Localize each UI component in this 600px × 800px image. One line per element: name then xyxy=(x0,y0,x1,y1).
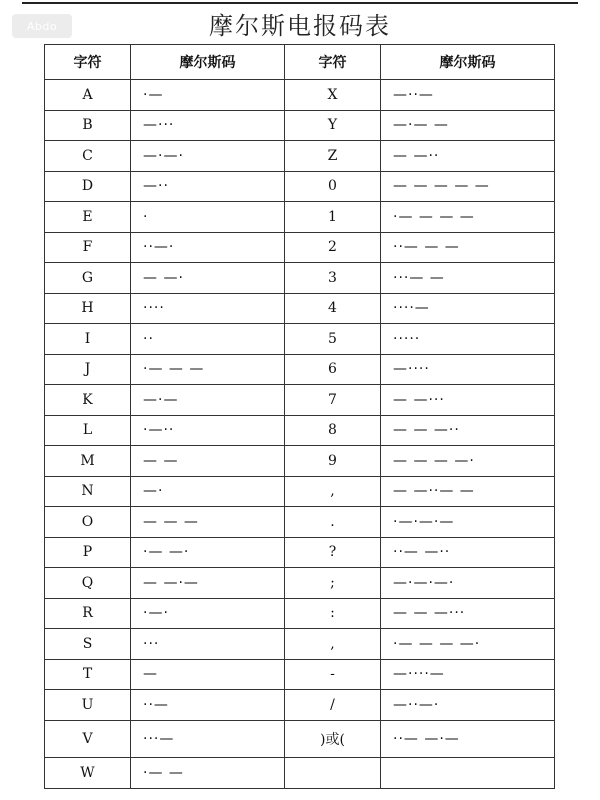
char-cell-left: U xyxy=(45,690,131,721)
table-row xyxy=(45,171,555,202)
morse-code-cell-left: ·—·· xyxy=(131,415,285,446)
table-row xyxy=(45,507,555,538)
table-row xyxy=(45,476,555,507)
table-row xyxy=(45,232,555,263)
char-cell-left: F xyxy=(45,232,131,263)
morse-code-cell-left: —· xyxy=(131,476,285,507)
morse-code-cell-left: —·—· xyxy=(131,141,285,172)
morse-code-cell-left: — —· xyxy=(131,263,285,294)
table-header-row xyxy=(45,45,555,80)
morse-code-cell-left: — —·— xyxy=(131,568,285,599)
char-cell-right: , xyxy=(285,476,381,507)
morse-code-cell-left: ·— xyxy=(131,80,285,111)
char-cell-left: E xyxy=(45,202,131,233)
morse-code-cell-right: ··— —·· xyxy=(381,537,555,568)
header-code-right: 摩尔斯码 xyxy=(381,45,555,80)
table-row xyxy=(45,324,555,355)
morse-code-cell-left: ·· xyxy=(131,324,285,355)
morse-code-cell-right: — — — —· xyxy=(381,446,555,477)
morse-code-cell-left: ··— xyxy=(131,690,285,721)
char-cell-left: L xyxy=(45,415,131,446)
morse-code-cell-right: — — —··· xyxy=(381,598,555,629)
morse-code-cell-right: — —··· xyxy=(381,385,555,416)
char-cell-left: M xyxy=(45,446,131,477)
char-cell-right: / xyxy=(285,690,381,721)
char-cell-right: - xyxy=(285,659,381,690)
morse-code-cell-right: ····— xyxy=(381,293,555,324)
char-cell-left: I xyxy=(45,324,131,355)
char-cell-right: . xyxy=(285,507,381,538)
char-cell-right: 3 xyxy=(285,263,381,294)
char-cell-left: J xyxy=(45,354,131,385)
morse-code-cell-right: ···— — xyxy=(381,263,555,294)
top-border-line xyxy=(22,2,578,4)
char-cell-right: ; xyxy=(285,568,381,599)
char-cell-right: 6 xyxy=(285,354,381,385)
table-row xyxy=(45,354,555,385)
table-row xyxy=(45,659,555,690)
char-cell-left: P xyxy=(45,537,131,568)
table-row xyxy=(45,568,555,599)
char-cell-right: 0 xyxy=(285,171,381,202)
table-row xyxy=(45,293,555,324)
char-cell-right xyxy=(285,758,381,789)
morse-code-cell-right: —···· xyxy=(381,354,555,385)
char-cell-left: T xyxy=(45,659,131,690)
char-cell-right: 1 xyxy=(285,202,381,233)
char-cell-left: V xyxy=(45,720,131,758)
char-cell-left: C xyxy=(45,141,131,172)
char-cell-left: N xyxy=(45,476,131,507)
morse-code-cell-left: —·— xyxy=(131,385,285,416)
morse-code-cell-left: —··· xyxy=(131,110,285,141)
morse-code-cell-right: ·— — — —· xyxy=(381,629,555,660)
table-row xyxy=(45,598,555,629)
morse-code-cell-left: ··· xyxy=(131,629,285,660)
morse-code-cell-right: — —··— — xyxy=(381,476,555,507)
char-cell-left: H xyxy=(45,293,131,324)
char-cell-right: , xyxy=(285,629,381,660)
char-cell-right: )或( xyxy=(285,720,381,758)
morse-code-cell-left: ···— xyxy=(131,720,285,758)
header-code-left: 摩尔斯码 xyxy=(131,45,285,80)
char-cell-left: G xyxy=(45,263,131,294)
morse-code-cell-left: ···· xyxy=(131,293,285,324)
char-cell-right: Z xyxy=(285,141,381,172)
table-row xyxy=(45,263,555,294)
morse-code-cell-right: —·— — xyxy=(381,110,555,141)
morse-code-cell-right xyxy=(381,758,555,789)
char-cell-right: 9 xyxy=(285,446,381,477)
morse-code-cell-right: ·—·—·— xyxy=(381,507,555,538)
morse-code-cell-left: —·· xyxy=(131,171,285,202)
table-row xyxy=(45,415,555,446)
char-cell-left: D xyxy=(45,171,131,202)
char-cell-left: O xyxy=(45,507,131,538)
char-cell-left: Q xyxy=(45,568,131,599)
morse-code-cell-left: ·— — — xyxy=(131,354,285,385)
table-row xyxy=(45,80,555,111)
char-cell-right: 5 xyxy=(285,324,381,355)
char-cell-left: B xyxy=(45,110,131,141)
morse-code-cell-right: — — — — — xyxy=(381,171,555,202)
table-row xyxy=(45,629,555,660)
table-row xyxy=(45,110,555,141)
table-row xyxy=(45,720,555,758)
morse-code-cell-right: —·—·—· xyxy=(381,568,555,599)
table-row xyxy=(45,385,555,416)
morse-code-cell-right: — —·· xyxy=(381,141,555,172)
morse-code-cell-left: ··—· xyxy=(131,232,285,263)
table-row xyxy=(45,758,555,789)
header-char-left: 字符 xyxy=(45,45,131,80)
table-body xyxy=(45,80,555,789)
morse-code-cell-left: · xyxy=(131,202,285,233)
char-cell-left: A xyxy=(45,80,131,111)
morse-code-cell-left: ·—· xyxy=(131,598,285,629)
char-cell-right: : xyxy=(285,598,381,629)
morse-code-cell-right: — — —·· xyxy=(381,415,555,446)
morse-code-cell-right: ··— —·— xyxy=(381,720,555,758)
table-row xyxy=(45,202,555,233)
header-char-right: 字符 xyxy=(285,45,381,80)
char-cell-right: 2 xyxy=(285,232,381,263)
morse-code-cell-left: — — xyxy=(131,446,285,477)
morse-code-cell-left: — xyxy=(131,659,285,690)
morse-code-cell-right: ··— — — xyxy=(381,232,555,263)
char-cell-left: K xyxy=(45,385,131,416)
morse-code-cell-right: ·— — — — xyxy=(381,202,555,233)
watermark-logo: Abdo xyxy=(12,14,72,38)
char-cell-right: Y xyxy=(285,110,381,141)
morse-code-cell-right: —····— xyxy=(381,659,555,690)
char-cell-right: ? xyxy=(285,537,381,568)
char-cell-right: X xyxy=(285,80,381,111)
char-cell-left: W xyxy=(45,758,131,789)
table-row xyxy=(45,690,555,721)
table-row xyxy=(45,141,555,172)
morse-code-cell-left: — — — xyxy=(131,507,285,538)
morse-code-cell-left: ·— —· xyxy=(131,537,285,568)
char-cell-right: 4 xyxy=(285,293,381,324)
char-cell-left: R xyxy=(45,598,131,629)
table-row xyxy=(45,537,555,568)
morse-code-cell-left: ·— — xyxy=(131,758,285,789)
morse-code-table xyxy=(44,44,555,789)
table-row xyxy=(45,446,555,477)
char-cell-right: 8 xyxy=(285,415,381,446)
morse-code-cell-right: —··—· xyxy=(381,690,555,721)
morse-code-cell-right: —··— xyxy=(381,80,555,111)
page-title: 摩尔斯电报码表 xyxy=(209,12,391,40)
morse-code-cell-right: ····· xyxy=(381,324,555,355)
char-cell-left: S xyxy=(45,629,131,660)
char-cell-right: 7 xyxy=(285,385,381,416)
